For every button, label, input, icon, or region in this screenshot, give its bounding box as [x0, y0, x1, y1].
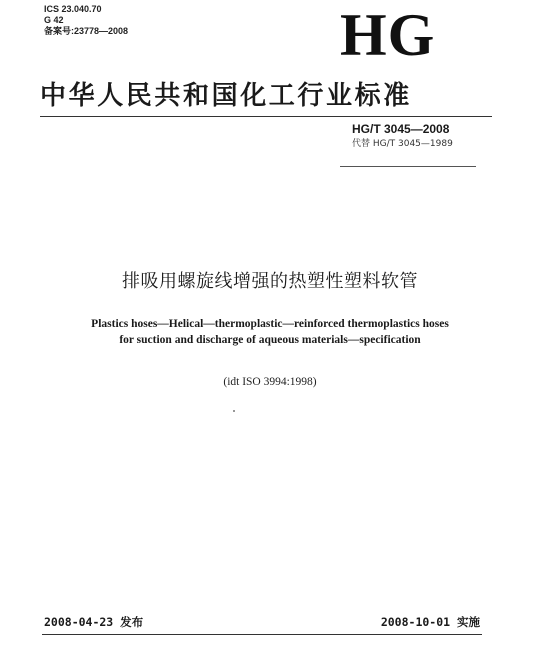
document-title-chinese: 排吸用螺旋线增强的热塑性塑料软管 [122, 271, 418, 292]
standard-number-divider [340, 166, 476, 167]
standard-number-block [338, 122, 473, 150]
issue-date: 2008-04-23 发布 [44, 615, 144, 629]
ics-code: ICS 23.040.70 [44, 4, 102, 14]
replaces-standard: 代替 HG/T 3045—1989 [352, 139, 453, 149]
classification-block [44, 4, 128, 37]
iso-equivalence: (idt ISO 3994:1998) [223, 376, 317, 388]
standard-category-title: 中华人民共和国化工行业标准 [40, 81, 412, 111]
implementation-date: 2008-10-01 实施 [380, 615, 480, 629]
hg-logo: HG [340, 2, 436, 68]
document-title-english [20, 316, 520, 348]
footer-divider [42, 634, 482, 635]
title-en-line-1: Plastics hoses—Helical—thermoplastic—reinforced thermoplastics hoses [91, 318, 449, 330]
title-en-line-2: for suction and discharge of aqueous materials—specification [119, 334, 421, 346]
filing-number: 备案号:23778—2008 [44, 26, 129, 36]
standard-number: HG/T 3045—2008 [352, 122, 450, 136]
stray-dot [233, 410, 235, 412]
header-divider [40, 116, 492, 117]
ccs-code: G 42 [44, 15, 64, 25]
